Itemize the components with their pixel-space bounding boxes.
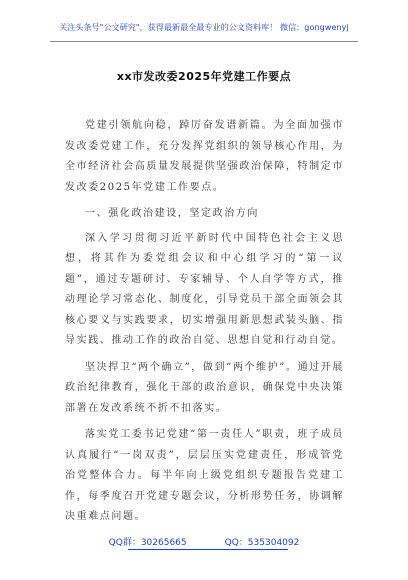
footer-qq-group: QQ群：30265665 bbox=[108, 538, 187, 548]
body-paragraph: 深入学习贯彻习近平新时代中国特色社会主义思想，将其作为委党组会议和中心组学习的“第一议题”，通过专题研讨、专家辅导、个人自学等方式，推动理论学习常态化、制度化，引导党员干部全面领会其核心要义与实践要求，切实增强用新思想武装头脑、指导实践、推动工作的政治自觉、思想自觉和行动自觉。 bbox=[65, 232, 344, 346]
header-divider bbox=[50, 41, 358, 42]
footer-underline bbox=[128, 549, 288, 550]
document-title: xx市发改委2025年党建工作要点 bbox=[116, 70, 292, 83]
body-paragraph: 坚决捍卫“两个确立”，做到“两个维护”。通过开展政治纪律教育，强化干部的政治意识，确保党中央决策部署在发改系统不折不扣落实。 bbox=[65, 361, 344, 414]
body-paragraph: 落实党工委书记党建“第一责任人”职责，班子成员认真履行“一岗双责”，层层压实党建责任，形成管党治党整体合力。每半年向上级党组织专题报告党建工作，每季度召开党建专题会议，分析形势任务，协调解决重难点问题。 bbox=[65, 429, 344, 522]
header-notice: 关注头条号"公文研究"，获得最新最全最专业的公文资料库！ 微信：gongwenyj bbox=[59, 23, 349, 32]
intro-paragraph: 党建引领航向稳，踔厉奋发谱新篇。为全面加强市发改委党建工作，充分发挥党组织的领导核心作用，为全市经济社会高质量发展提供坚强政治保障，特制定市发改委2025年党建工作要点。 bbox=[65, 120, 344, 193]
footer-contact bbox=[0, 535, 408, 548]
document-body bbox=[65, 116, 344, 534]
section-heading: 一、强化政治建设，坚定政治方向 bbox=[85, 208, 259, 219]
footer-qq: QQ：535304092 bbox=[224, 538, 300, 548]
